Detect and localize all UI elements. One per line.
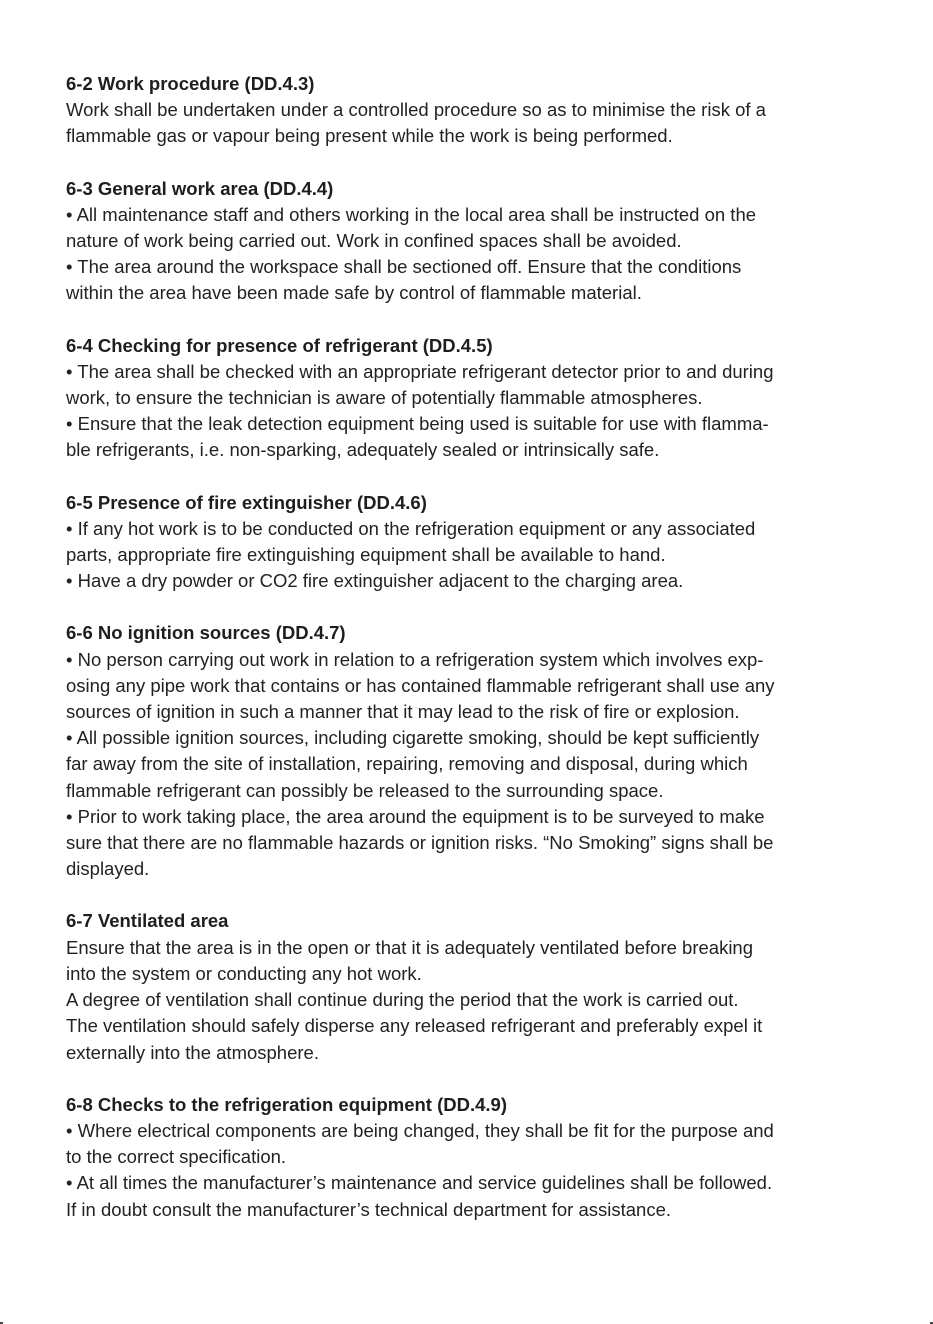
section-heading: 6-3 General work area (DD.4.4) <box>66 177 334 199</box>
section-heading: 6-7 Ventilated area <box>66 910 229 932</box>
section-line: A degree of ventilation shall continue during the period that the work is carried out. <box>66 989 739 1011</box>
section-line: • The area shall be checked with an appropriate refrigerant detector prior to and during <box>66 360 774 382</box>
section-line: osing any pipe work that contains or has contained flammable refrigerant shall use any <box>66 674 775 696</box>
section-line: sources of ignition in such a manner that it may lead to the risk of fire or explosion. <box>66 701 740 723</box>
section-line: sure that there are no flammable hazards or ignition risks. “No Smoking” signs shall be <box>66 832 774 854</box>
section-line: • No person carrying out work in relation to a refrigeration system which involves exp- <box>66 648 764 670</box>
section-line: • All maintenance staff and others working in the local area shall be instructed on the <box>66 203 757 225</box>
section-line: If in doubt consult the manufacturer’s technical department for assistance. <box>66 1198 672 1220</box>
section-line: into the system or conducting any hot work. <box>66 962 422 984</box>
section-line: far away from the site of installation, repairing, removing and disposal, during which <box>66 753 748 775</box>
section-checking-refrigerant <box>66 333 874 464</box>
section-line: within the area have been made safe by control of flammable material. <box>66 282 642 304</box>
section-work-procedure <box>66 71 874 150</box>
section-line: flammable gas or vapour being present while the work is being performed. <box>66 125 673 147</box>
section-line: parts, appropriate fire extinguishing equipment shall be available to hand. <box>66 544 666 566</box>
document-page <box>66 71 874 1249</box>
section-line: displayed. <box>66 858 150 880</box>
section-line: • Where electrical components are being changed, they shall be fit for the purpose and <box>66 1119 774 1141</box>
section-line: • At all times the manufacturer’s maintenance and service guidelines shall be followed. <box>66 1172 773 1194</box>
section-heading: 6-6 No ignition sources (DD.4.7) <box>66 622 346 644</box>
section-line: • Ensure that the leak detection equipment being used is suitable for use with flamma- <box>66 413 769 435</box>
section-line: externally into the atmosphere. <box>66 1041 319 1063</box>
section-line: Work shall be undertaken under a controlled procedure so as to minimise the risk of a <box>66 99 766 121</box>
section-line: Ensure that the area is in the open or that it is adequately ventilated before breaking <box>66 936 754 958</box>
section-heading: 6-2 Work procedure (DD.4.3) <box>66 73 315 94</box>
section-line: to the correct specification. <box>66 1146 287 1168</box>
section-refrigeration-checks <box>66 1092 874 1223</box>
section-line: work, to ensure the technician is aware of potentially flammable atmospheres. <box>66 387 703 409</box>
section-line: ble refrigerants, i.e. non-sparking, adequately sealed or intrinsically safe. <box>66 439 660 461</box>
section-heading: 6-8 Checks to the refrigeration equipment (DD.4.9) <box>66 1093 508 1115</box>
section-line: nature of work being carried out. Work in confined spaces shall be avoided. <box>66 230 682 252</box>
section-fire-extinguisher <box>66 490 874 595</box>
section-no-ignition-sources <box>66 620 874 882</box>
section-heading: 6-4 Checking for presence of refrigerant (DD.4.5) <box>66 334 493 356</box>
section-line: • If any hot work is to be conducted on the refrigeration equipment or any associated <box>66 517 756 539</box>
section-line: • The area around the workspace shall be sectioned off. Ensure that the conditions <box>66 256 742 278</box>
section-heading: 6-5 Presence of fire extinguisher (DD.4.6) <box>66 491 427 513</box>
section-general-work-area <box>66 176 874 307</box>
section-ventilated-area <box>66 908 874 1065</box>
section-line: flammable refrigerant can possibly be released to the surrounding space. <box>66 779 664 801</box>
section-line: The ventilation should safely disperse any released refrigerant and preferably expel it <box>66 1015 763 1037</box>
section-line: • Have a dry powder or CO2 fire extinguisher adjacent to the charging area. <box>66 570 684 592</box>
section-line: • All possible ignition sources, including cigarette smoking, should be kept sufficiently <box>66 727 760 749</box>
section-line: • Prior to work taking place, the area around the equipment is to be surveyed to make <box>66 805 765 827</box>
